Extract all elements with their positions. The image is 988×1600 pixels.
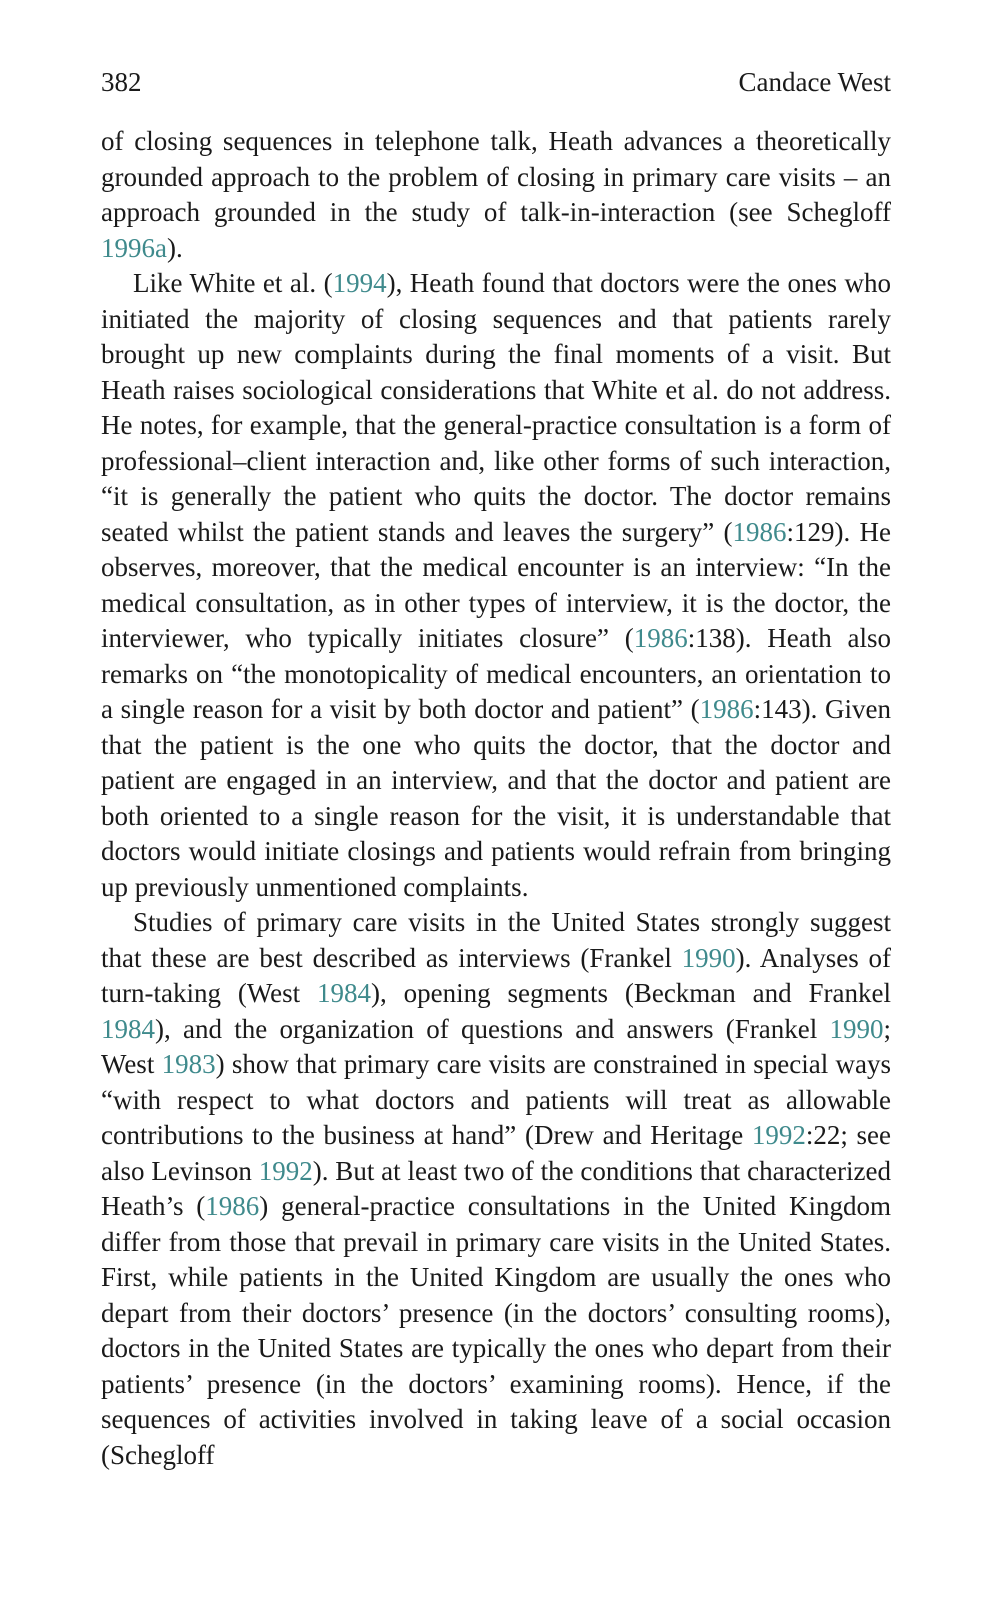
paragraph-text: of closing sequences in telephone talk, Heath advances a theoretically grounded approach to the problem of closing in primary care visits – an approach grounded in the study of talk-in-interaction (see Schegloff <box>101 126 891 227</box>
citation-year-link[interactable]: 1992 <box>258 1155 313 1186</box>
body-paragraph <box>101 124 891 266</box>
page-header <box>101 62 891 102</box>
paragraph-text: ; West <box>101 1013 891 1079</box>
paragraph-text: :22; see also Levinson <box>101 1120 892 1186</box>
citation-year-link[interactable]: 1983 <box>161 1049 216 1079</box>
citation-year-link[interactable]: 1986 <box>699 694 754 724</box>
paragraph-text: ). <box>166 232 183 263</box>
citation-year-link[interactable]: 1986 <box>633 623 688 653</box>
paragraph-text: ), and the organization of questions and answers (Frankel <box>155 1013 830 1044</box>
paragraph-text: :129). He observes, moreover, that the medical encounter is an interview: “In the medical consultation, as in other types of interview, it is the doctor, the interviewer, who typically initiates closure” ( <box>101 516 891 653</box>
running-head-author: Candace West <box>738 67 891 97</box>
paragraph-text: ). Analyses of turn-taking (West <box>101 942 891 1008</box>
paragraph-text: ), Heath found that doctors were the ones who initiated the majority of closing sequences and that patients rarely brought up new complaints during the final moments of a visit. But Heath raises sociological considerations that White et al. do not address. He notes, for example, that the general-practice consultation is a form of professional–client interaction and, like other forms of such interaction, “it is generally the patient who quits the doctor. The doctor remains seated whilst the patient stands and leaves the surgery” ( <box>101 268 891 547</box>
body-text <box>101 124 891 1473</box>
body-paragraph <box>101 905 891 1473</box>
paragraph-text: Studies of primary care visits in the United States strongly suggest that these are best described as interviews (Frankel <box>101 907 891 973</box>
paragraph-text: ). But at least two of the conditions that characterized Heath’s ( <box>101 1155 891 1221</box>
paragraph-text: ), opening segments (Beckman and Frankel <box>371 978 891 1008</box>
body-paragraph <box>101 266 891 905</box>
paragraph-text: ) show that primary care visits are constrained in special ways “with respect to what doctors and patients will treat as allowable contributions to the business at hand” (Drew and Heritage <box>101 1049 891 1150</box>
citation-year-link[interactable]: 1984 <box>101 1013 155 1044</box>
citation-year-link[interactable]: 1986 <box>205 1191 260 1221</box>
citation-year-link[interactable]: 1994 <box>332 268 387 298</box>
citation-year-link[interactable]: 1996a <box>101 232 167 263</box>
citation-year-link[interactable]: 1984 <box>317 978 372 1008</box>
citation-year-link[interactable]: 1986 <box>732 516 787 547</box>
paragraph-text: :138). Heath also remarks on “the monotopicality of medical encounters, an orientation to a single reason for a visit by both doctor and patient” ( <box>101 623 891 724</box>
citation-year-link[interactable]: 1992 <box>751 1120 806 1150</box>
paragraph-text: Like White et al. ( <box>133 268 333 298</box>
citation-year-link[interactable]: 1990 <box>829 1013 884 1044</box>
page-number: 382 <box>101 67 142 97</box>
citation-year-link[interactable]: 1990 <box>681 942 736 973</box>
paragraph-text: :143). Given that the patient is the one who quits the doctor, that the doctor and patient are engaged in an interview, and that the doctor and patient are both oriented to a single reason for the visit, it is understandable that doctors would initiate closings and patients would refrain from bringing up previously unmentioned complaints. <box>101 694 891 902</box>
paragraph-text: ) general-practice consultations in the United Kingdom differ from those that prevail in primary care visits in the United States. First, while patients in the United Kingdom are usually the ones who depart from their doctors’ presence (in the doctors’ consulting rooms), doctors in the United States are typically the ones who depart from their patients’ presence (in the doctors’ examining rooms). Hence, if the sequences of activities involved in taking leave of a social occasion (Schegloff <box>101 1191 892 1470</box>
